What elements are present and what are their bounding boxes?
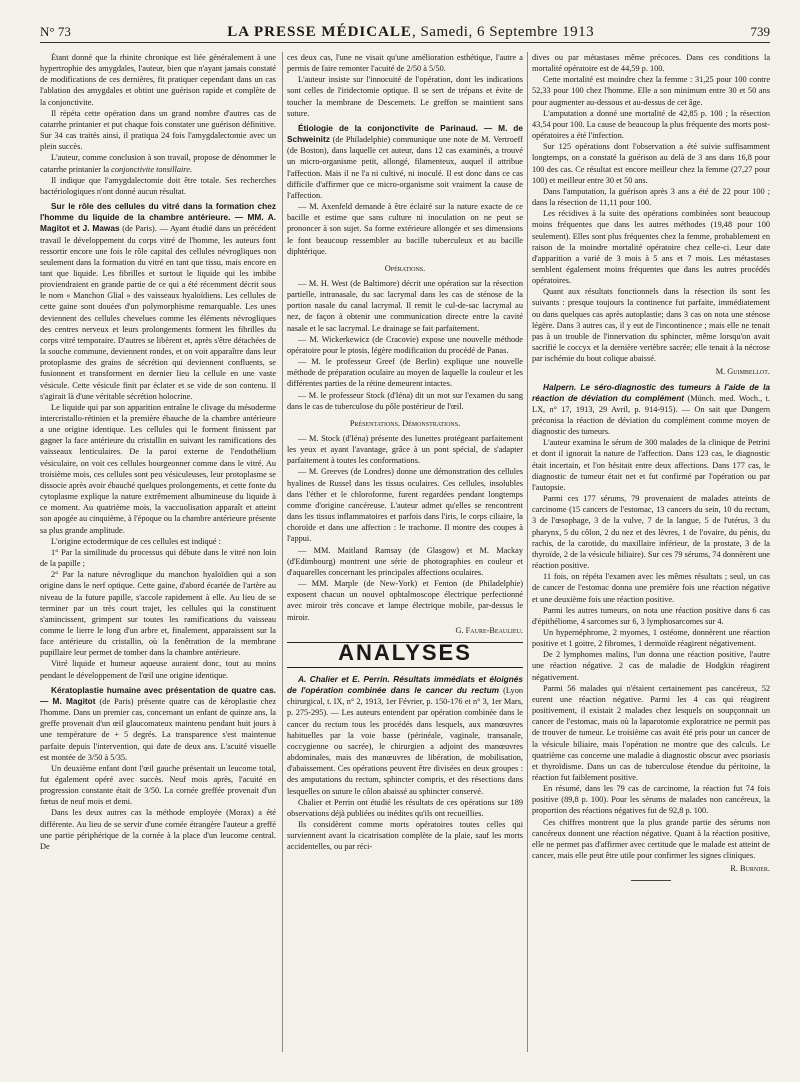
paragraph: — M. H. West (de Baltimore) décrit une opération sur la résection partielle, intranasale, du sac lacrymal dans les cas de sténose de la portion nasale du canal lacrymal. Il remit le cul-de-sac lacrymal au nez, de façon à obtenir une communication directe entre la cavité nasale et le sac lacrymal. Le drainage se fait parfaitement. <box>287 278 523 333</box>
section <box>40 201 276 402</box>
column-2 <box>287 52 523 852</box>
paragraph: Dans les deux autres cas la méthode employée (Morax) a été différente. Au lieu de se servir d'une cornée étrangère l'auteur a greffé une partie périphérique de la cornée à la place d'un leucome central. De <box>40 808 276 851</box>
paragraph: L'auteur insiste sur l'innocuité de l'opération, dont les indications sont celles de l'iridectomie optique. Il se sert de trépans et évite de toucher la membrane de Descemets. Le greffon se maintient sans suture. <box>287 75 523 118</box>
paragraph: 1° Par la similitude du processus qui débute dans le vitré non loin de la papille ; <box>40 547 276 569</box>
paragraph: Ces chiffres montrent que la plus grande partie des sérums non cancéreux donnent une réaction négative. Quant à la réaction positive, elle ne permet pas d'affirmer avec certitude que le malade est atteint de cancer, mais elle peut être utile pour confirmer les signes cliniques. <box>532 817 770 861</box>
paragraph: Un hypernéphrome, 2 myomes, 1 ostéome, donnèrent une réaction positive et 1 goitre, 2 fibromes, 1 dermoïde réagirent négativement. <box>532 627 770 649</box>
subsection-title: Présentations. Démonstrations. <box>349 418 461 428</box>
author-signature: R. Burnier. <box>730 864 770 874</box>
analyses-banner <box>287 639 523 668</box>
column-divider <box>527 52 528 1052</box>
page-number: 739 <box>750 24 770 39</box>
paragraph: De 2 lymphomes malins, l'un donna une réaction positive, l'autre une réaction négative. 2 cas de maladie de Hodgkin réagirent négativement. <box>532 650 770 682</box>
author-signature: M. Guimbellot. <box>715 367 770 377</box>
paragraph: Dans l'amputation, la guérison après 3 ans a été de 22 pour 100 ; dans la résection de 11,11 pour 100. <box>532 186 770 208</box>
paragraph: Ils considèrent comme morts opératoires toutes celles qui surviennent avant la cicatrisation complète de la plaie, sauf les morts accidentelles, ou par réci- <box>287 820 523 852</box>
paragraph: — M. le professeur Greef (de Berlin) explique une nouvelle méthode de préparation oculaire au moyen de laquelle la couleur et les différentes parties de la rétine demeurent intactes. <box>287 357 523 389</box>
paragraph: — M. Axenfeld demande à être éclairé sur la nature exacte de ce bacille et estime que sans culture ni inoculation on ne peut se prononcer à son sujet. Sa forme extérieure allongée et ses dimensions le font beaucoup ressembler au bacille tuberculeux et au bacille diphtérique. <box>287 202 523 256</box>
paragraph: — M. Stock (d'Iéna) présente des lunettes protégeant parfaitement les yeux et ayant l'avantage, grâce à un pont spécial, de s'adapter parfaitement à toutes les conformations. <box>287 434 523 466</box>
column-divider <box>282 52 283 1052</box>
paragraph <box>40 152 276 174</box>
paragraph: Chalier et Perrin ont étudié les résultats de ces opérations sur 189 observations déjà publiées ou inédites qu'ils ont recueillies. <box>287 797 523 818</box>
paragraph: Un deuxième enfant dont l'œil gauche présentait un leucome total, fut également opéré avec succès. Neuf mois après, l'acuité en progression constante était de 3/50. La cornée greffée provenait d'un fœtus de neuf mois et demi. <box>40 763 276 807</box>
column-1 <box>40 52 276 852</box>
paragraph: Parmi les autres tumeurs, on nota une réaction positive dans 6 cas d'épithéliome, 4 sarcomes sur 6, 3 lymphosarcomes sur 4. <box>532 605 770 626</box>
section-body: (Lyon chirurgical, t. IX, n° 2, 1913, 1er Février, p. 150-176 et n° 3, 1er Mars, p. 275-295). — Les auteurs entendent par opération combinée dans le cancer du rectum tous les procédés dans lesquels, aux manœuvres habituelles par la voie basse (périnéale, vaginale, transanale, coccygienne ou sacrée), le chirurgien a adjoint des manœuvres abdominales, mais des manœuvres de libération, de mobilisation, d'abaissement. Ces opérations peuvent être divisées en deux groupes : des amputations du rectum, sphincter compris, et des résections dans lesquelles on suture le côlon abaissé au sphincter conservé. <box>287 686 523 796</box>
text-run: . <box>189 164 192 174</box>
paragraph: — M. Wickerkewicz (de Cracovie) expose une nouvelle méthode opératoire pour le ptosis, légère modification du procédé de Panas. <box>287 334 523 355</box>
banner-title: ANALYSES <box>338 639 472 665</box>
paragraph: Étant donné que la rhinite chronique est liée généralement à une hypertrophie des amygdales, l'auteur, bien que n'ayant jamais constaté de modifications de ces dernières, fit pratiquer cependant dans un cas l'ablation des amygdales et obtint une guérison rapide et complète de la conjonctivite. <box>40 53 276 107</box>
section-heading: Étiologie de la conjonctivite de Parinaud. — M. de Schweinitz <box>287 122 523 145</box>
paragraph: L'auteur examina le sérum de 300 malades de la clinique de Petrini et dont il ignorait la nature de l'affection. Dans 123 cas, le diagnostic était incertain, et l'on hésitait entre deux affections. Dans 177 cas, le diagnostic de tumeur était net et fut confirmé par l'opération ou par l'autopsie. <box>532 438 770 492</box>
paragraph: Il indique que l'amygdalectomie doit être totale. Ses recherches bactériologiques n'ont donné aucun résultat. <box>40 175 276 196</box>
author-signature: G. Faure-Beaulieu. <box>455 625 523 635</box>
section-heading: A. Chalier et E. Perrin. Résultats immédiats et éloignés de l'opération combinée dans le cancer du rectum <box>287 673 523 696</box>
column-3 <box>532 52 770 887</box>
issue-number: N° 73 <box>40 24 71 39</box>
paragraph: dives ou par métastases même précoces. Dans ces conditions la mortalité opératoire est de 44,59 p. 100. <box>532 53 770 74</box>
journal-title <box>227 24 594 41</box>
paragraph: 11 fois, on répéta l'examen avec les mêmes résultats ; seul, un cas de cancer de l'estomac donna une première fois une réaction négative et une deuxième fois une réaction positive. <box>532 572 770 604</box>
paragraph: Le liquide qui par son apparition entraîne le clivage du mésoderme intercristallo-rétinien et la première ébauche de la chambre antérieure a une origine identique. Les cellules qui le forment finissent par gagner la face antérieure du cristallin en suivant les ramifications des vaisseaux lenticulaires. De la paroi externe de l'endothélium vésiculaire, on voit ces cellules bourgeonner comme dans le vitré. Au troisième mois, ces cellules sont peu vésiculeuses, leur protoplasme se dissocie après avoir ébauché quelques prolongements, et cette fonte du cytoplasme explique la nature extrêmement albumineuse du liquide à ce moment. Au quatrième mois, la vaccuolisation apparaît et atteint son apogée au cinquième, à l'époque ou la chambre antérieure présente sa plus grande amplitude. <box>40 402 276 535</box>
paragraph: Quant aux résultats fonctionnels dans la résection ils sont les suivants : presque toujours la continence fut parfaite, immédiatement ou dans quelques cas après autoplastie; dans 3 cas on nota une sténose légère. Dans 3 autres cas, il y eut de l'incontinence ; mais elle ne tenait pas à un trouble de l'innervation du sphincter, même lorsqu'on avait sacrifié le coccyx et la dernière vertèbre sacrée; elle tenait à la nécrose par ischémie du bout colique abaissé. <box>532 287 770 364</box>
section <box>40 685 276 763</box>
section-heading: Sur le rôle des cellules du vitré dans la formation chez l'homme du liquide de la chambre antérieure. — MM. A. Magitot et J. Mawas <box>40 201 276 234</box>
paragraph: Parmi 56 malades qui n'étaient certainement pas cancéreux, 52 eurent une réaction négative. Parmi les 4 cas qui réagirent positivement, il existait 2 malades chez lesquels on soupçonnait un cancer de l'estomac, mais où la laparotomie exploratrice ne permit pas de trouver de tumeur. Le troisième cas avait été pris pour un cancer de la vésicule biliaire, mais l'opération ne montre que des calculs. Le quatrième cas concerne une maladie à diagnostic obscur avec psoriasis et thyroïdisme. Dans un cas de tuberculose étendue du péritoine, la réaction fut faiblement positive. <box>532 683 770 782</box>
paragraph: L'amputation a donné une mortalité de 42,85 p. 100 ; la résection 43,54 pour 100. La cause de beaucoup la plus fréquente des morts post-opératoires a été l'infection. <box>532 108 770 141</box>
paragraph: Il répéta cette opération dans un grand nombre d'autres cas de catarrhe printanier et put chaque fois constater une guérison définitive. Sur 34 cas traités ainsi, il pratiqua 24 fois l'amygdalectomie avec un plein succès. <box>40 108 276 152</box>
section-heading: Halpern. Le séro-diagnostic des tumeurs à l'aide de la réaction de déviation du complément <box>532 381 770 403</box>
page-header <box>40 22 770 43</box>
subsection-title: Opérations. <box>384 263 426 273</box>
paragraph: Les récidives à la suite des opérations combinées sont beaucoup moins fréquentes que dans les autres méthodes (19,48 pour 100 seulement). Elles sont plus fréquentes chez la femme, probablement en raison de la moindre mortalité opératoire chez celle-ci. Leur date d'apparition a varié de 3 mois à 5 ans et 7 mois. Les métastases semblent également moins fréquentes que dans les autres procédés opératoires. <box>532 209 770 286</box>
section <box>532 382 770 438</box>
paragraph: En résumé, dans les 79 cas de carcinome, la réaction fut 74 fois positive (89,8 p. 100). Pour les sérums de malades non cancéreux, la proportion des réactions négatives fut de 92,8 p. 100. <box>532 784 770 816</box>
paragraph: Sur 125 opérations dont l'observation a été suivie suffisamment longtemps, on a constaté la guérison au delà de 3 ans dans 16,8 pour 100 des cas. Ce résultat est encore meilleur chez la femme (27,27 pour 100) et meilleur entre 30 et 50 ans. <box>532 142 770 185</box>
paragraph: L'origine ectodermique de ces cellules est indiqué : <box>51 536 221 546</box>
section-body: (de Paris). — Ayant étudié dans un précédent travail le développement du corps vitré de l'homme, les auteurs font ressortir encore une fois le rôle capital des cellules névrogliques non seulement dans la formation du vitré en tant que tissu, mais encore en tant que liquide. Les fibrilles et surtout le liquide qui les imbibe proviendraient en grande partie de ce qui a été récemment décrit sous le nom « Manchon Glial » des vaisseaux hyaloïdiens. Les cellules de cette gaine sont douées d'un polymorphisme remarquable. Les unes deviennent des cellules chevelues comme les éléments névrogliques des centres nerveux et leurs prolongements forment les fibrilles du corps vitré temporaire. D'autres se libèrent et, après s'être détachées de la souche commune, deviennent rondes, et on voit apparaître dans leur protoplasme des grains de sécrétion qui deviennent confluents, se fusionnent et transforment en dernier lieu la cellule en une vaste vésicule. Cette vésicule finit par éclater et se vide de son contenu. Il s'agirait là d'une véritable sécrétion holocrine. <box>40 224 276 401</box>
paragraph: ces deux cas, l'une ne visait qu'une amélioration esthétique, l'autre a permis de faire remonter l'acuité de 2/50 à 5/50. <box>287 53 523 74</box>
paragraph: — MM. Maitland Ramsay (de Glasgow) et M. Mackay (d'Edimbourg) montrent une série de photographies en couleur et d'aquarelles concernant les principales affections oculaires. <box>287 545 523 577</box>
paragraph: — MM. Marple (de New-York) et Fenton (de Philadelphie) exposent chacun un nouvel ophtalmoscope électrique perfectionné avec miroir très concave et lampe électrique mobile, par-dessus le miroir. <box>287 579 523 622</box>
section-body: (de Paris) présente quatre cas de kéroplastie chez l'homme. Dans un premier cas, concernant un enfant de quinze ans, la greffe provenait d'un œil glaucomateux maintenu pendant huit jours à une température de + 5 degrés. La transparence s'est maintenue parfaite depuis l'intervention, qui date de deux ans. L'acuité visuelle est montée de 3/50 à 5/35. <box>40 696 277 762</box>
section <box>287 123 523 201</box>
end-rule <box>631 880 671 881</box>
section-heading: Kératoplastie humaine avec présentation de quatre cas. — M. Magitot <box>40 684 276 706</box>
paragraph: 2° Par la nature névroglique du manchon hyaloïdien qui a son origine dans le nerf optique. Cette gaine, d'abord écartée de l'artère au niveau de la future papille, s'accole rapidement à elle. Au lieu de se terminer par un très court trajet, les cellules qui la constituent s'amincissent, grimpent sur toutes les ramifications du vaisseau comme le lierre le long d'un arbre et, finalement, apparaissent sur la face antérieure du cristallin, où la fenêtration de la membrane pupillaire leur permet de tomber dans la chambre antérieure. <box>40 570 276 658</box>
section-body: (de Philadelphie) communique une note de M. Vertroeff (de Boston), dans laquelle cet auteur, dans 12 cas examinés, a trouvé un micro-organisme petit, allongé, filamenteux, auquel il attribue l'affection. Mais il ne l'a ni cultivé, ni inoculé. Il est donc dans ce cas difficile d'affirmer que ce micro-organisme soit vraiment la cause de l'affection. <box>287 135 523 200</box>
paragraph: — M. le professeur Stock (d'Iéna) dit un mot sur l'examen du sang dans le cas de tuberculose du pôle postérieur de l'œil. <box>287 390 523 411</box>
paragraph: Vitré liquide et humeur aqueuse auraient donc, tout au moins pendant le développement de l'œil une origine identique. <box>40 659 276 680</box>
section <box>287 674 523 797</box>
paragraph: — M. Greeves (de Londres) donne une démonstration des cellules hyalines de Russel dans les tissus oculaires. Ces cellules, insolubles dans l'éther et le chloroforme, furent regardées pendant longtemps comme d'origine cancéreuse. L'auteur admet qu'elles se rencontrent dans les tissus inflammatoires et parfois dans l'iris, le corps ciliaire, la choroïde et dans une affection : le trachome. Il montre des coupes à l'appui. <box>287 467 523 544</box>
italic-term: conjonctivite tonsillaire <box>111 164 190 174</box>
paragraph: Cette mortalité est moindre chez la femme : 31,25 pour 100 contre 52,33 pour 100 chez l'homme. Elle a son minimum entre 30 et 50 ans pour augmenter au-dessous et au-dessus de cet âge. <box>532 75 770 107</box>
paragraph: Parmi ces 177 sérums, 79 provenaient de malades atteints de carcinome (15 cancers de l'estomac, 13 cancers du sein, 10 du rectum, 3 de l'œsophage, 3 de la vulve, 7 de la langue, 5 de l'utérus, 3 du pharynx, 5 du côlon, 2 du nez et des lèvres, 1 de l'ovaire, du pénis, du rachis, de la carotide, du maxillaire inférieur, de la prostate, 3 de la thyroïde, 2 de la vésicule biliaire). Sur ces 79 sérums, 74 donnèrent une réaction positive. <box>532 494 770 571</box>
text-run: L'auteur, comme conclusion à son travail, propose de dénommer le catarrhe printanier la <box>40 153 276 174</box>
journal-name: LA PRESSE MÉDICALE <box>227 23 412 40</box>
section-body: (Münch. med. Woch., t. LX, n° 17, 1913, 29 Avril, p. 914-915). — On sait que Dungern préconisa la réaction de déviation du complément comme moyen de diagnostic des tumeurs. <box>532 393 770 437</box>
issue-date: , Samedi, 6 Septembre 1913 <box>411 23 595 40</box>
